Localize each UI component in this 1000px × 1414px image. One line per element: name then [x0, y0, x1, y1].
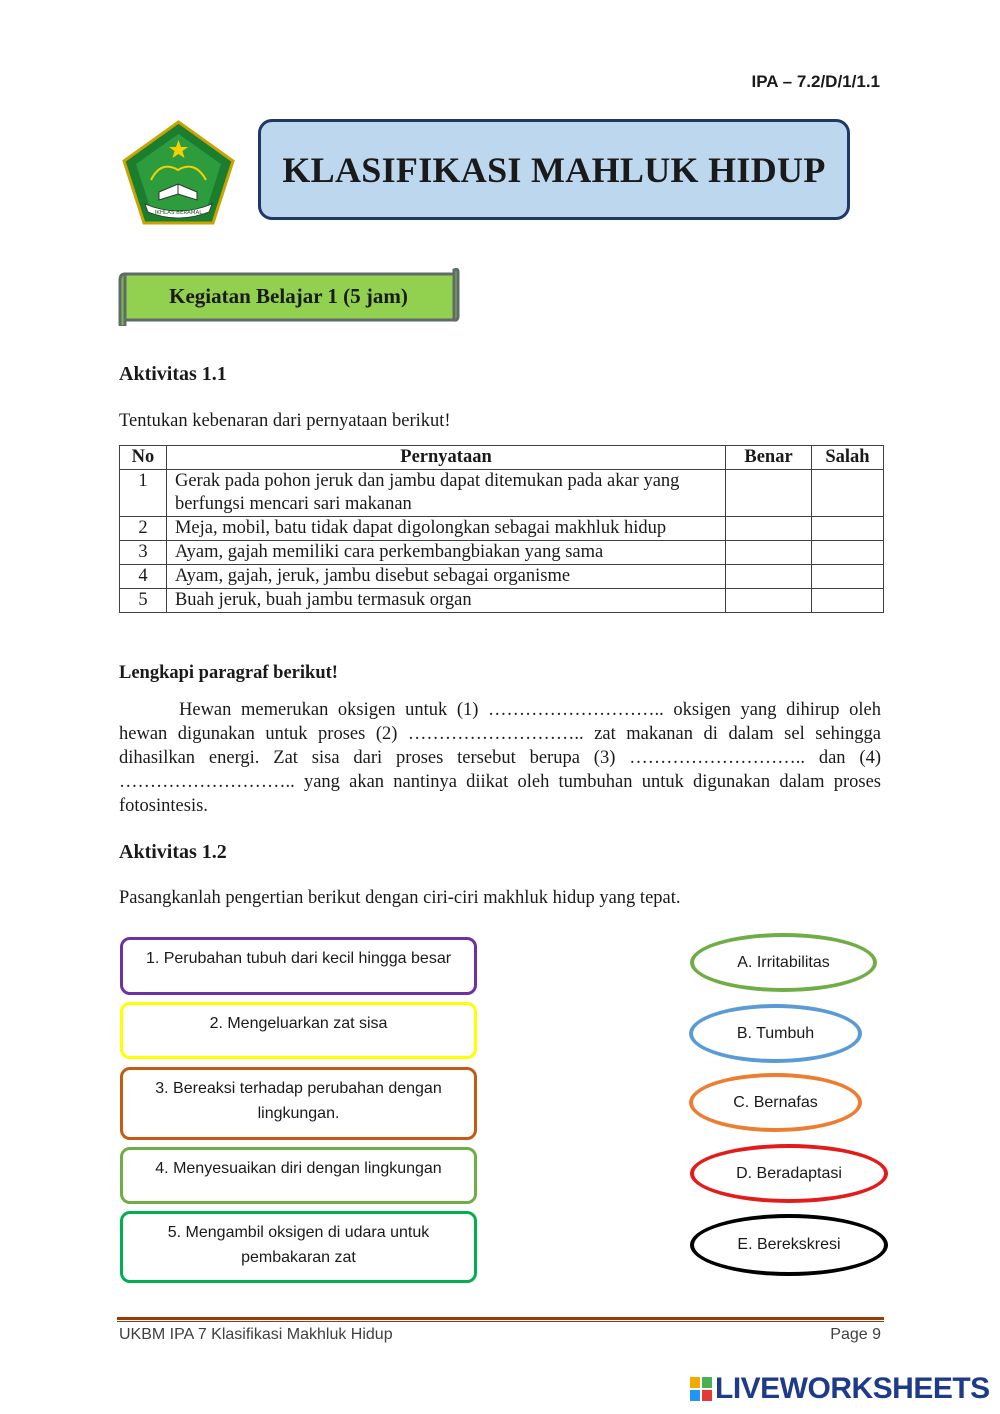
row-statement: Buah jeruk, buah jambu termasuk organ — [166, 589, 725, 613]
col-no: No — [120, 446, 167, 470]
fill-paragraph: Hewan memerukan oksigen untuk (1) ……………………….. oksigen yang dihirup oleh hewan digunakan untuk proses (2) ……………………….. zat makanan di dalam sel sehingga dihasilkan energi. Zat sisa dari proses tersebut berupa (3) ……………………….. dan (4) ……………………….. yang akan nantinya diikat oleh tumbuhan untuk digunakan dalam proses fotosintesis. — [119, 700, 881, 816]
statement-table — [119, 445, 884, 613]
benar-cell[interactable] — [726, 517, 812, 541]
document-code: IPA – 7.2/D/1/1.1 — [751, 72, 880, 91]
table-header-row — [120, 446, 884, 470]
activity2-heading: Aktivitas 1.2 — [119, 841, 227, 863]
salah-cell[interactable] — [811, 470, 883, 517]
liveworksheets-icon — [690, 1377, 712, 1401]
salah-cell[interactable] — [811, 541, 883, 565]
table-row — [120, 470, 884, 517]
kemenag-logo — [121, 120, 236, 226]
footer-rule — [117, 1317, 884, 1320]
salah-cell[interactable] — [811, 517, 883, 541]
benar-cell[interactable] — [726, 541, 812, 565]
col-benar: Benar — [726, 446, 812, 470]
match-left-1[interactable]: 1. Perubahan tubuh dari kecil hingga besar — [120, 937, 477, 995]
match-right-d[interactable]: D. Beradaptasi — [690, 1144, 888, 1203]
benar-cell[interactable] — [726, 470, 812, 517]
row-number: 5 — [120, 589, 167, 613]
liveworksheets-logo — [690, 1372, 990, 1406]
table-row — [120, 541, 884, 565]
footer-title: UKBM IPA 7 Klasifikasi Makhluk Hidup — [119, 1326, 393, 1343]
row-number: 3 — [120, 541, 167, 565]
salah-cell[interactable] — [811, 565, 883, 589]
title-box — [258, 119, 850, 220]
match-right-e[interactable]: E. Berekskresi — [690, 1214, 888, 1276]
col-pernyataan: Pernyataan — [166, 446, 725, 470]
benar-cell[interactable] — [726, 589, 812, 613]
svg-text:IKHLAS BERAMAL: IKHLAS BERAMAL — [154, 210, 203, 216]
match-left-4[interactable]: 4. Menyesuaikan diri dengan lingkungan — [120, 1147, 477, 1204]
table-row — [120, 517, 884, 541]
row-statement: Gerak pada pohon jeruk dan jambu dapat ditemukan pada akar yang berfungsi mencari sari makanan — [166, 470, 725, 517]
table-row — [120, 589, 884, 613]
row-number: 4 — [120, 565, 167, 589]
footer-rule-thin — [117, 1321, 884, 1322]
match-right-c[interactable]: C. Bernafas — [689, 1073, 862, 1132]
page-number: Page 9 — [830, 1326, 881, 1343]
row-statement: Ayam, gajah, jeruk, jambu disebut sebagai organisme — [166, 565, 725, 589]
match-right-b[interactable]: B. Tumbuh — [689, 1004, 862, 1063]
activity-banner — [117, 266, 460, 326]
row-number: 1 — [120, 470, 167, 517]
banner-label: Kegiatan Belajar 1 (5 jam) — [169, 283, 408, 308]
row-number: 2 — [120, 517, 167, 541]
match-left-3[interactable]: 3. Bereaksi terhadap perubahan dengan lingkungan. — [120, 1067, 477, 1140]
benar-cell[interactable] — [726, 565, 812, 589]
document-title: KLASIFIKASI MAHLUK HIDUP — [282, 149, 826, 190]
table-row — [120, 565, 884, 589]
liveworksheets-text: LIVEWORKSHEETS — [715, 1372, 990, 1405]
fill-heading: Lengkapi paragraf berikut! — [119, 663, 338, 683]
col-salah: Salah — [811, 446, 883, 470]
row-statement: Ayam, gajah memiliki cara perkembangbiakan yang sama — [166, 541, 725, 565]
activity1-instruction: Tentukan kebenaran dari pernyataan berikut! — [119, 411, 451, 431]
activity2-instruction: Pasangkanlah pengertian berikut dengan ciri-ciri makhluk hidup yang tepat. — [119, 888, 681, 908]
activity1-heading: Aktivitas 1.1 — [119, 363, 227, 385]
match-left-5[interactable]: 5. Mengambil oksigen di udara untuk pembakaran zat — [120, 1211, 477, 1283]
match-left-2[interactable]: 2. Mengeluarkan zat sisa — [120, 1002, 477, 1059]
salah-cell[interactable] — [811, 589, 883, 613]
row-statement: Meja, mobil, batu tidak dapat digolongkan sebagai makhluk hidup — [166, 517, 725, 541]
match-right-a[interactable]: A. Irritabilitas — [690, 933, 877, 992]
